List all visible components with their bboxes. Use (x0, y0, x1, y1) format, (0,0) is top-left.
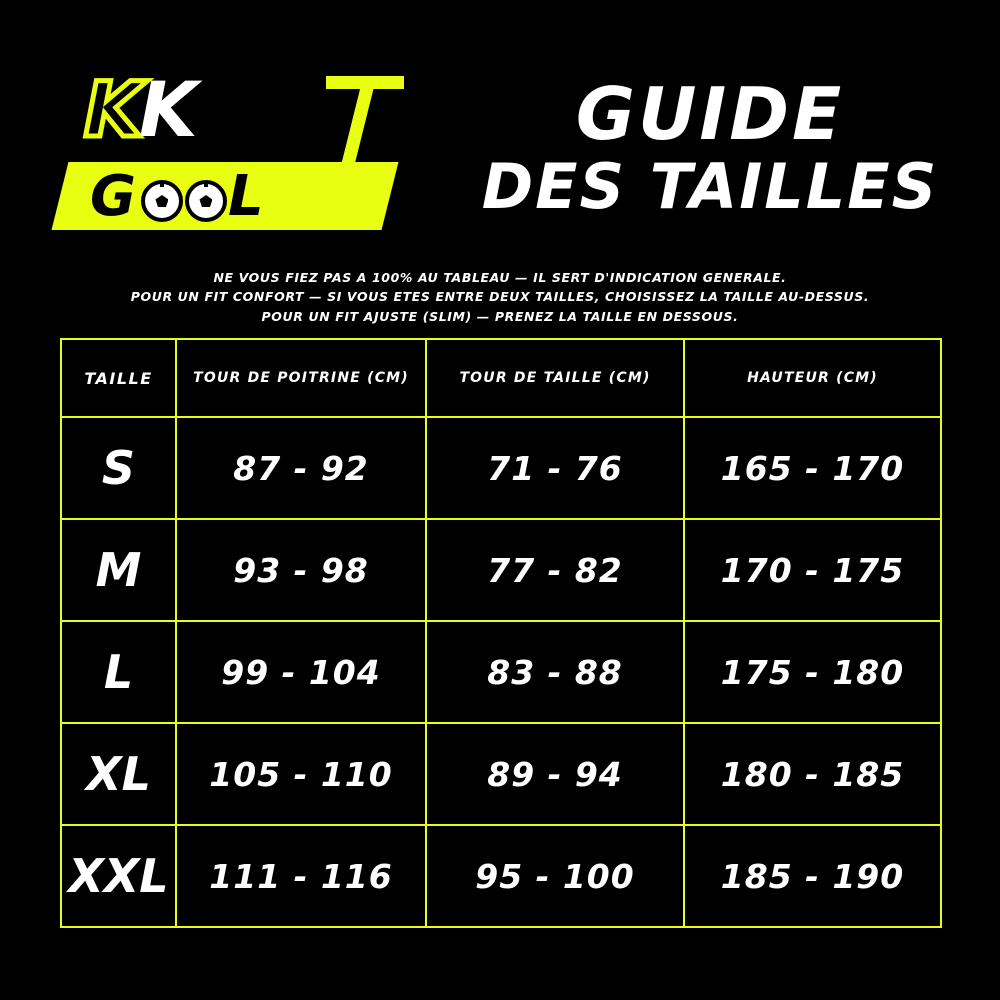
cell-waist: 77 - 82 (426, 519, 684, 621)
cell-height: 185 - 190 (684, 825, 941, 927)
table-row (61, 621, 941, 723)
cell-size: M (61, 519, 176, 621)
header-taille: TAILLE (61, 339, 176, 417)
cell-chest: 93 - 98 (176, 519, 426, 621)
size-table-container (60, 338, 940, 928)
logo-gool-prefix: G (90, 164, 140, 229)
fit-notes (0, 268, 1000, 326)
size-table (60, 338, 942, 928)
logo-kk-text (84, 65, 200, 154)
logo-k-solid: K (138, 65, 200, 154)
cell-size: XL (61, 723, 176, 825)
cell-size: XXL (61, 825, 176, 927)
logo-gool-suffix: L (227, 164, 268, 229)
cell-chest: 111 - 116 (176, 825, 426, 927)
table-header-row (61, 339, 941, 417)
cell-waist: 95 - 100 (426, 825, 684, 927)
cell-waist: 83 - 88 (426, 621, 684, 723)
cell-chest: 99 - 104 (176, 621, 426, 723)
cell-size: S (61, 417, 176, 519)
page-title-line1: GUIDE (575, 72, 845, 156)
table-row (61, 825, 941, 927)
soccer-ball-icon (141, 180, 183, 222)
logo-gool-text (90, 164, 390, 229)
cell-waist: 89 - 94 (426, 723, 684, 825)
fit-note-line: POUR UN FIT AJUSTE (SLIM) — PRENEZ LA TAILLE EN DESSOUS. (261, 308, 739, 324)
cell-height: 170 - 175 (684, 519, 941, 621)
header-poitrine: TOUR DE POITRINE (CM) (176, 339, 426, 417)
cell-waist: 71 - 76 (426, 417, 684, 519)
logo-k-outline: K (84, 65, 145, 154)
slash-mark-icon (318, 76, 404, 176)
table-row (61, 417, 941, 519)
table-row (61, 519, 941, 621)
soccer-ball-icon (185, 180, 227, 222)
cell-chest: 105 - 110 (176, 723, 426, 825)
brand-logo (60, 50, 400, 250)
cell-chest: 87 - 92 (176, 417, 426, 519)
cell-height: 165 - 170 (684, 417, 941, 519)
size-table-body (61, 417, 941, 927)
fit-note-line: POUR UN FIT CONFORT — SI VOUS ETES ENTRE DEUX TAILLES, CHOISISSEZ LA TAILLE AU-DESSUS. (130, 289, 870, 305)
page-title (440, 72, 980, 224)
cell-size: L (61, 621, 176, 723)
table-row (61, 723, 941, 825)
header-taille-tour: TOUR DE TAILLE (CM) (426, 339, 684, 417)
page-title-line2: DES TAILLES (481, 150, 939, 224)
size-table-head (61, 339, 941, 417)
cell-height: 180 - 185 (684, 723, 941, 825)
fit-note-line: NE VOUS FIEZ PAS A 100% AU TABLEAU — IL SERT D'INDICATION GENERALE. (213, 270, 787, 285)
header-hauteur: HAUTEUR (CM) (684, 339, 941, 417)
cell-height: 175 - 180 (684, 621, 941, 723)
header (0, 40, 1000, 240)
